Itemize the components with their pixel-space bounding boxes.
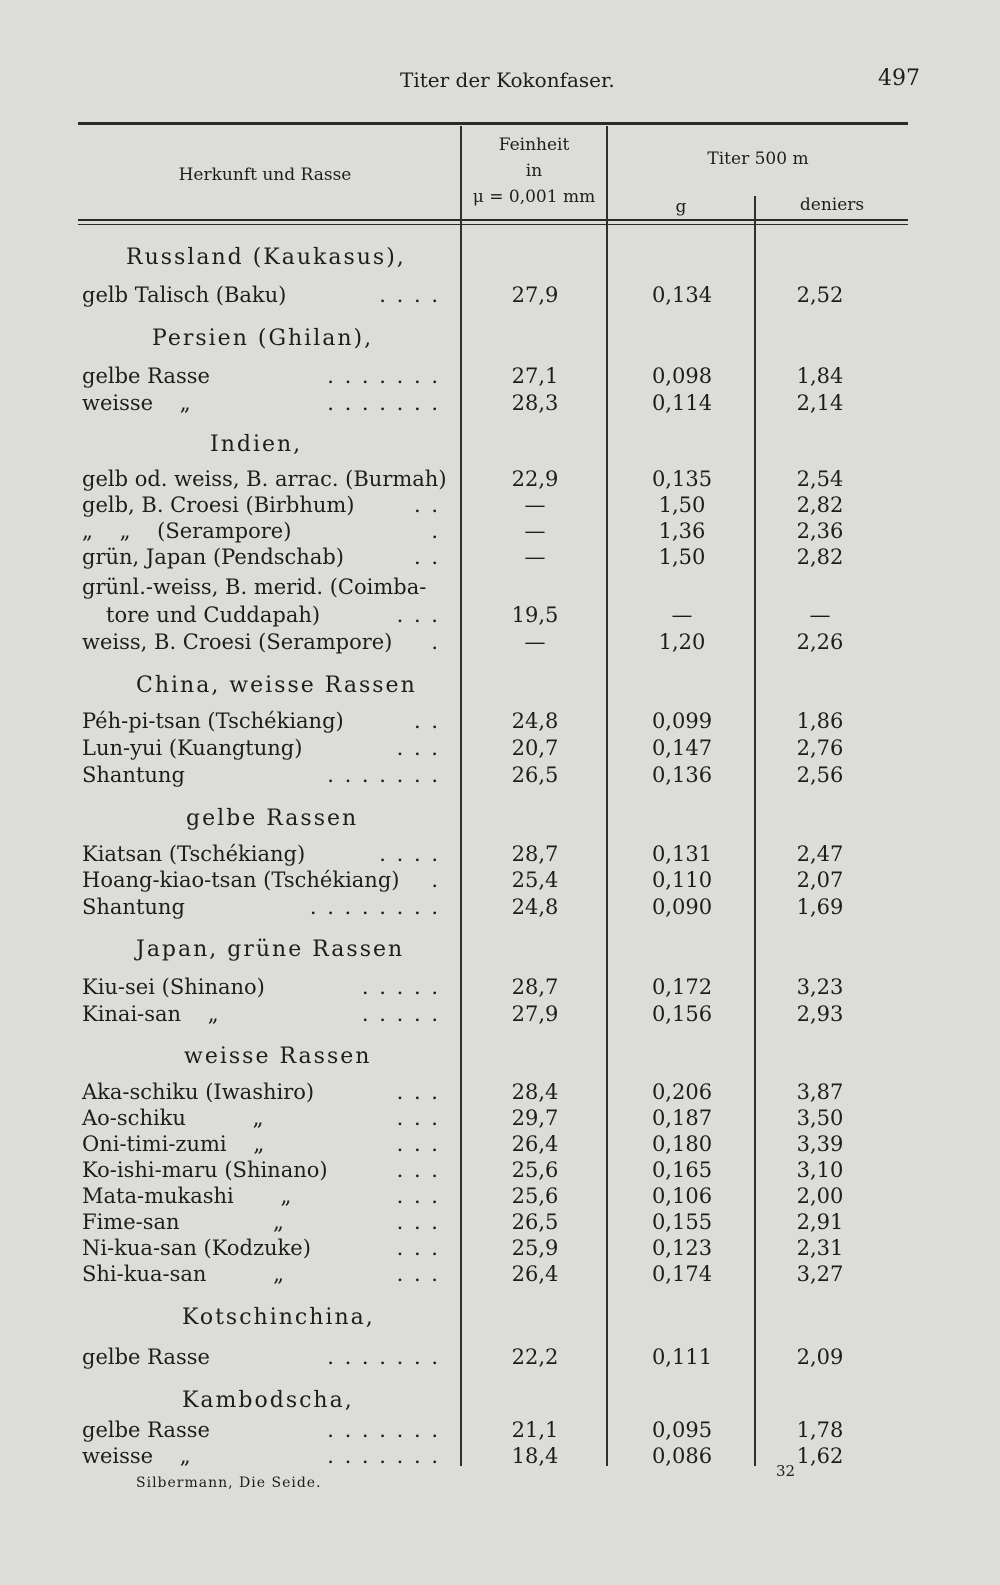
deniers-cell: 1,86 bbox=[796, 709, 844, 733]
table-row bbox=[0, 1210, 1000, 1236]
deniers-cell: 3,10 bbox=[796, 1158, 844, 1182]
grams-cell: 0,099 bbox=[651, 709, 713, 733]
deniers-cell: 2,26 bbox=[796, 630, 844, 654]
leader-dots: . . . bbox=[396, 1210, 440, 1234]
deniers-cell: 3,50 bbox=[796, 1106, 844, 1130]
fineness-cell: 29,7 bbox=[511, 1106, 559, 1130]
row-label: tore und Cuddapah) bbox=[106, 603, 321, 627]
header-titer: Titer 500 m bbox=[707, 149, 809, 169]
table-row bbox=[0, 1106, 1000, 1132]
section-title: Persien (Ghilan), bbox=[152, 326, 374, 351]
grams-cell: — bbox=[671, 603, 693, 627]
leader-dots: . . bbox=[413, 545, 440, 569]
grams-cell: 0,098 bbox=[651, 364, 713, 388]
fineness-cell: 28,3 bbox=[511, 391, 559, 415]
leader-dots: . . . . . . . bbox=[327, 1345, 440, 1369]
deniers-cell: 1,69 bbox=[796, 895, 844, 919]
deniers-cell: 2,36 bbox=[796, 519, 844, 543]
section-title: weisse Rassen bbox=[184, 1044, 372, 1069]
leader-dots: . bbox=[431, 519, 440, 543]
table-row bbox=[0, 1158, 1000, 1184]
row-label: Péh-pi-tsan (Tschékiang) bbox=[82, 709, 344, 733]
row-label: gelb, B. Croesi (Birbhum) bbox=[82, 493, 355, 517]
table-row bbox=[0, 763, 1000, 789]
grams-cell: 0,114 bbox=[651, 391, 713, 415]
grams-cell: 0,187 bbox=[651, 1106, 713, 1130]
grams-cell: 0,136 bbox=[651, 763, 713, 787]
leader-dots: . . . bbox=[396, 1236, 440, 1260]
header-fineness-3: μ = 0,001 mm bbox=[472, 187, 596, 207]
leader-dots: . . . bbox=[396, 1132, 440, 1156]
row-label: Kiu-sei (Shinano) bbox=[82, 975, 265, 999]
row-label: Ao-schiku „ bbox=[82, 1106, 264, 1130]
row-label: grün, Japan (Pendschab) bbox=[82, 545, 344, 569]
row-label: „ „ (Serampore) bbox=[82, 519, 292, 543]
row-label: Lun-yui (Kuangtung) bbox=[82, 736, 303, 760]
grams-cell: 0,206 bbox=[651, 1080, 713, 1104]
grams-cell: 1,36 bbox=[658, 519, 706, 543]
row-label: Aka-schiku (Iwashiro) bbox=[82, 1080, 315, 1104]
table-row bbox=[0, 1345, 1000, 1371]
fineness-cell: 28,7 bbox=[511, 975, 559, 999]
leader-dots: . . . . . . . bbox=[327, 763, 440, 787]
grams-cell: 0,123 bbox=[651, 1236, 713, 1260]
deniers-cell: 3,23 bbox=[796, 975, 844, 999]
grams-cell: 0,131 bbox=[651, 842, 713, 866]
fineness-cell: 25,6 bbox=[511, 1158, 559, 1182]
deniers-cell: 2,00 bbox=[796, 1184, 844, 1208]
grams-cell: 0,090 bbox=[651, 895, 713, 919]
grams-cell: 0,111 bbox=[651, 1345, 713, 1369]
deniers-cell: 3,39 bbox=[796, 1132, 844, 1156]
leader-dots: . . . . . bbox=[361, 1002, 440, 1026]
grams-cell: 0,086 bbox=[651, 1444, 713, 1468]
deniers-cell: 3,87 bbox=[796, 1080, 844, 1104]
grams-cell: 0,106 bbox=[651, 1184, 713, 1208]
row-label: Oni-timi-zumi „ bbox=[82, 1132, 265, 1156]
table-row bbox=[0, 630, 1000, 656]
table-row bbox=[0, 736, 1000, 762]
table-row bbox=[0, 545, 1000, 571]
leader-dots: . . . . . . . bbox=[327, 364, 440, 388]
table-row bbox=[0, 391, 1000, 417]
row-label: Fime-san „ bbox=[82, 1210, 284, 1234]
grams-cell: 1,20 bbox=[658, 630, 706, 654]
row-label: grünl.-weiss, B. merid. (Coimba- bbox=[82, 575, 427, 599]
table-row bbox=[0, 1184, 1000, 1210]
table-row bbox=[0, 868, 1000, 894]
leader-dots: . . . . bbox=[379, 842, 440, 866]
table-row bbox=[0, 842, 1000, 868]
fineness-cell: 27,9 bbox=[511, 283, 559, 307]
header-deniers: deniers bbox=[799, 195, 865, 215]
fineness-cell: 26,4 bbox=[511, 1262, 559, 1286]
running-title: Titer der Kokonfaser. bbox=[400, 68, 615, 92]
section-title: Indien, bbox=[210, 432, 303, 457]
fineness-cell: — bbox=[524, 545, 546, 569]
row-label: Shi-kua-san „ bbox=[82, 1262, 285, 1286]
row-label: Ko-ishi-maru (Shinano) bbox=[82, 1158, 328, 1182]
table-header-rule bbox=[78, 219, 908, 221]
fineness-cell: 25,9 bbox=[511, 1236, 559, 1260]
leader-dots: . . . bbox=[396, 1158, 440, 1182]
leader-dots: . . . . bbox=[379, 283, 440, 307]
fineness-cell: 21,1 bbox=[511, 1418, 559, 1442]
table-row bbox=[0, 575, 1000, 601]
leader-dots: . bbox=[431, 868, 440, 892]
table-row bbox=[0, 519, 1000, 545]
deniers-cell: 2,82 bbox=[796, 545, 844, 569]
row-label: weisse „ bbox=[82, 1444, 191, 1468]
footer-signature: 32 bbox=[776, 1462, 796, 1480]
grams-cell: 0,147 bbox=[651, 736, 713, 760]
table-row bbox=[0, 895, 1000, 921]
row-label: Mata-mukashi „ bbox=[82, 1184, 292, 1208]
row-label: Kinai-san „ bbox=[82, 1002, 219, 1026]
table-row bbox=[0, 1262, 1000, 1288]
section-title: China, weisse Rassen bbox=[136, 673, 417, 698]
fineness-cell: — bbox=[524, 493, 546, 517]
deniers-cell: 2,76 bbox=[796, 736, 844, 760]
section-title: Kotschinchina, bbox=[182, 1305, 375, 1330]
grams-cell: 0,156 bbox=[651, 1002, 713, 1026]
deniers-cell: 2,07 bbox=[796, 868, 844, 892]
row-label: gelbe Rasse bbox=[82, 1418, 210, 1442]
fineness-cell: 26,5 bbox=[511, 1210, 559, 1234]
table-row bbox=[0, 709, 1000, 735]
fineness-cell: — bbox=[524, 630, 546, 654]
leader-dots: . . . . . . . bbox=[327, 1444, 440, 1468]
section-title: Russland (Kaukasus), bbox=[126, 245, 406, 270]
header-fineness-2: in bbox=[525, 161, 543, 181]
deniers-cell: 2,54 bbox=[796, 467, 844, 491]
deniers-cell: 1,62 bbox=[796, 1444, 844, 1468]
fineness-cell: 20,7 bbox=[511, 736, 559, 760]
section-title: Kambodscha, bbox=[182, 1388, 354, 1413]
grams-cell: 1,50 bbox=[658, 545, 706, 569]
grams-cell: 0,095 bbox=[651, 1418, 713, 1442]
row-label: Kiatsan (Tschékiang) bbox=[82, 842, 306, 866]
table-row bbox=[0, 283, 1000, 309]
grams-cell: 0,180 bbox=[651, 1132, 713, 1156]
table-row bbox=[0, 1418, 1000, 1444]
fineness-cell: 26,5 bbox=[511, 763, 559, 787]
footer-imprint: Silbermann, Die Seide. bbox=[136, 1475, 322, 1491]
fineness-cell: 25,4 bbox=[511, 868, 559, 892]
leader-dots: . . bbox=[413, 709, 440, 733]
grams-cell: 0,135 bbox=[651, 467, 713, 491]
header-fineness-1: Feinheit bbox=[498, 135, 570, 155]
row-label: weiss, B. Croesi (Serampore) bbox=[82, 630, 393, 654]
fineness-cell: 24,8 bbox=[511, 895, 559, 919]
table-row bbox=[0, 1002, 1000, 1028]
leader-dots: . . . . . . . bbox=[327, 1418, 440, 1442]
grams-cell: 0,172 bbox=[651, 975, 713, 999]
section-title: Japan, grüne Rassen bbox=[136, 937, 405, 962]
row-label: weisse „ bbox=[82, 391, 191, 415]
deniers-cell: 2,47 bbox=[796, 842, 844, 866]
table-row bbox=[0, 603, 1000, 629]
leader-dots: . . . bbox=[396, 1106, 440, 1130]
row-label: Shantung bbox=[82, 763, 185, 787]
leader-dots: . . . bbox=[396, 603, 440, 627]
deniers-cell: 2,14 bbox=[796, 391, 844, 415]
deniers-cell: 2,56 bbox=[796, 763, 844, 787]
table-row bbox=[0, 1444, 1000, 1470]
leader-dots: . bbox=[431, 630, 440, 654]
table-row bbox=[0, 1132, 1000, 1158]
deniers-cell: 3,27 bbox=[796, 1262, 844, 1286]
fineness-cell: 22,9 bbox=[511, 467, 559, 491]
fineness-cell: 22,2 bbox=[511, 1345, 559, 1369]
table-top-rule bbox=[78, 122, 908, 125]
leader-dots: . . bbox=[413, 493, 440, 517]
deniers-cell: — bbox=[809, 603, 831, 627]
leader-dots: . . . . . bbox=[361, 975, 440, 999]
table-row bbox=[0, 975, 1000, 1001]
fineness-cell: 19,5 bbox=[511, 603, 559, 627]
deniers-cell: 1,78 bbox=[796, 1418, 844, 1442]
table-row bbox=[0, 467, 1000, 493]
section-title: gelbe Rassen bbox=[186, 806, 359, 831]
fineness-cell: 28,7 bbox=[511, 842, 559, 866]
grams-cell: 1,50 bbox=[658, 493, 706, 517]
row-label: Shantung bbox=[82, 895, 185, 919]
fineness-cell: 25,6 bbox=[511, 1184, 559, 1208]
grams-cell: 0,165 bbox=[651, 1158, 713, 1182]
deniers-cell: 2,09 bbox=[796, 1345, 844, 1369]
fineness-cell: — bbox=[524, 519, 546, 543]
leader-dots: . . . bbox=[396, 1262, 440, 1286]
fineness-cell: 27,1 bbox=[511, 364, 559, 388]
table-row bbox=[0, 1080, 1000, 1106]
leader-dots: . . . . . . . bbox=[327, 391, 440, 415]
fineness-cell: 28,4 bbox=[511, 1080, 559, 1104]
deniers-cell: 2,91 bbox=[796, 1210, 844, 1234]
header-grams: g bbox=[675, 197, 687, 217]
row-label: gelb Talisch (Baku) bbox=[82, 283, 287, 307]
leader-dots: . . . . . . . . bbox=[309, 895, 440, 919]
table-row bbox=[0, 493, 1000, 519]
fineness-cell: 26,4 bbox=[511, 1132, 559, 1156]
table-row bbox=[0, 1236, 1000, 1262]
deniers-cell: 2,31 bbox=[796, 1236, 844, 1260]
header-origin: Herkunft und Rasse bbox=[178, 165, 352, 185]
deniers-cell: 2,93 bbox=[796, 1002, 844, 1026]
grams-cell: 0,155 bbox=[651, 1210, 713, 1234]
row-label: gelbe Rasse bbox=[82, 1345, 210, 1369]
leader-dots: . . . bbox=[396, 736, 440, 760]
grams-cell: 0,110 bbox=[651, 868, 713, 892]
row-label: Hoang-kiao-tsan (Tschékiang) bbox=[82, 868, 400, 892]
deniers-cell: 2,52 bbox=[796, 283, 844, 307]
table-header-rule-2 bbox=[78, 224, 908, 225]
fineness-cell: 27,9 bbox=[511, 1002, 559, 1026]
grams-cell: 0,134 bbox=[651, 283, 713, 307]
leader-dots: . . . bbox=[396, 1184, 440, 1208]
table-row bbox=[0, 364, 1000, 390]
grams-cell: 0,174 bbox=[651, 1262, 713, 1286]
row-label: Ni-kua-san (Kodzuke) bbox=[82, 1236, 311, 1260]
fineness-cell: 24,8 bbox=[511, 709, 559, 733]
deniers-cell: 1,84 bbox=[796, 364, 844, 388]
deniers-cell: 2,82 bbox=[796, 493, 844, 517]
row-label: gelbe Rasse bbox=[82, 364, 210, 388]
fineness-cell: 18,4 bbox=[511, 1444, 559, 1468]
row-label: gelb od. weiss, B. arrac. (Burmah) bbox=[82, 467, 447, 491]
page-number: 497 bbox=[878, 66, 920, 91]
leader-dots: . . . bbox=[396, 1080, 440, 1104]
